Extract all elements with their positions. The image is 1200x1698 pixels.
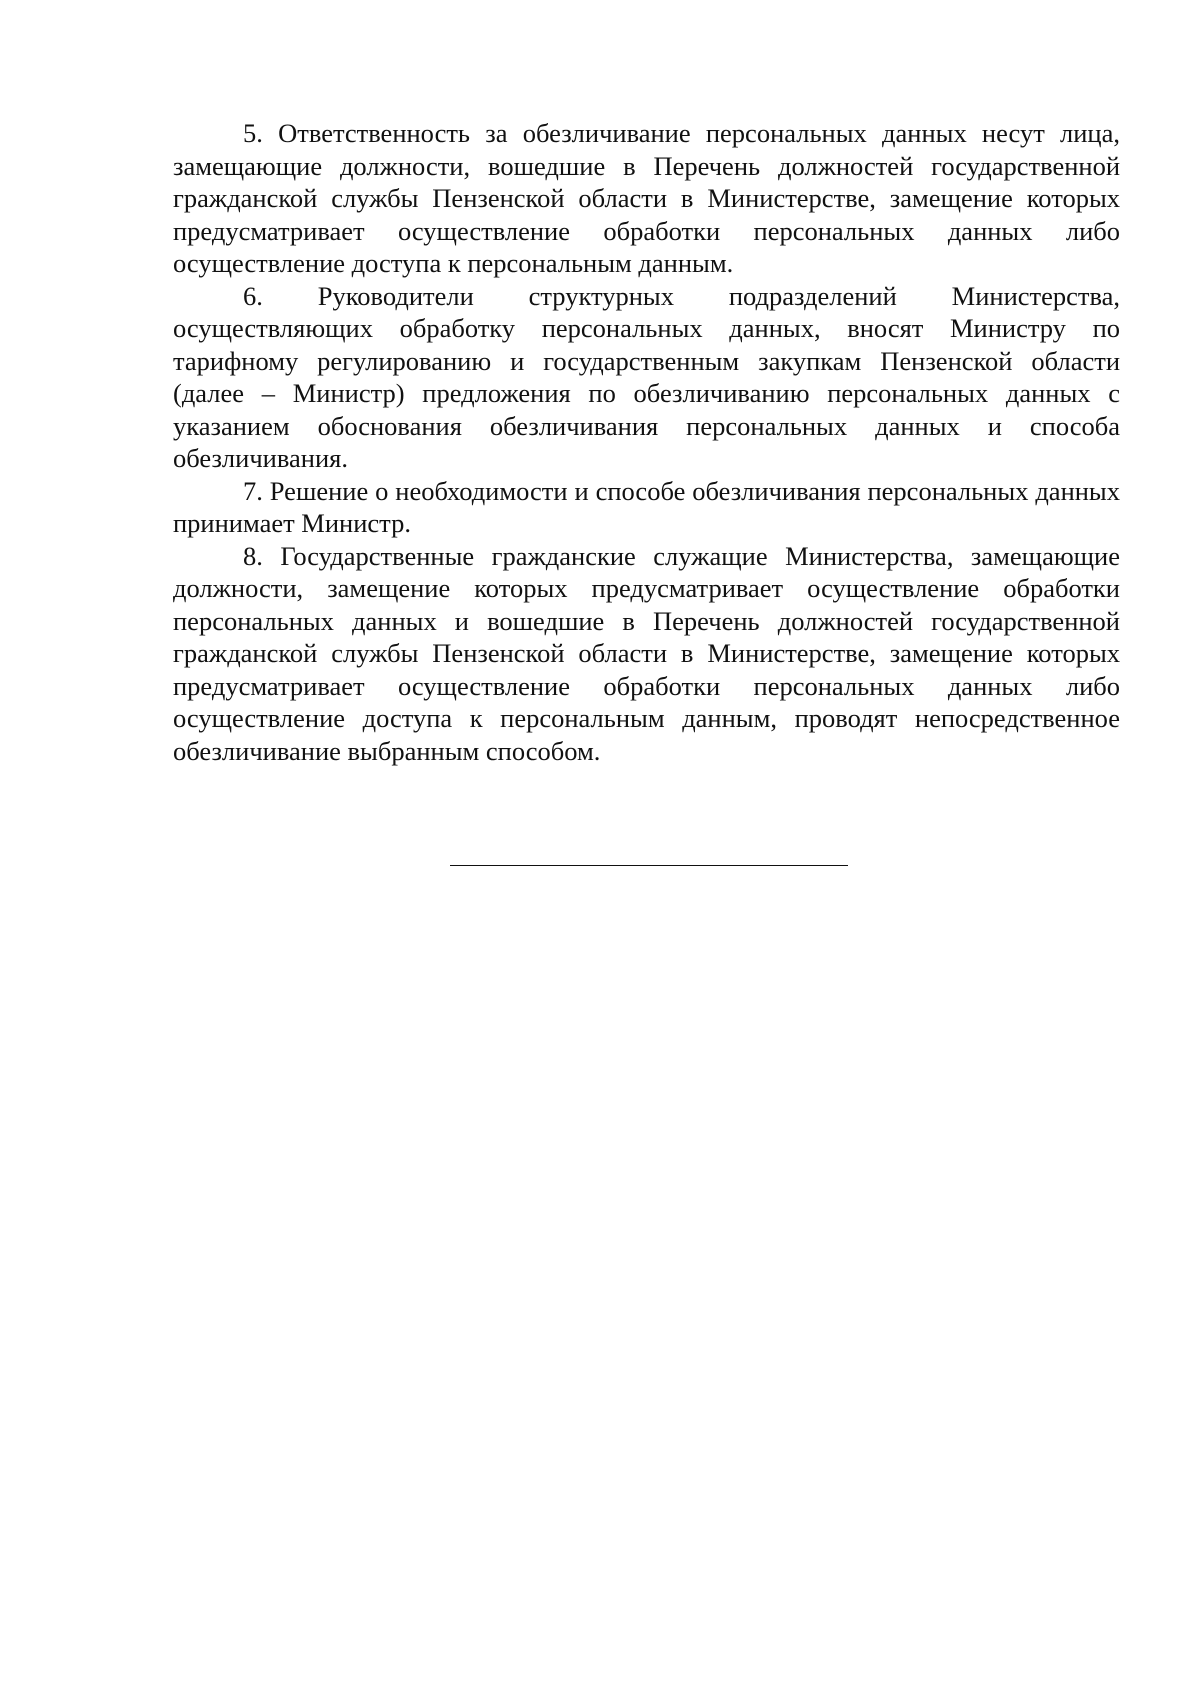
paragraph-5: 5. Ответственность за обезличивание персональных данных несут лица, замещающие должности, вошедшие в Перечень должностей государственной гражданской службы Пензенской области в Министерстве, замещение которых предусматривает осуществление обработки персональных данных либо осуществление доступа к персональным данным.	[173, 118, 1120, 278]
paragraph-8: 8. Государственные гражданские служащие Министерства, замещающие должности, замещение которых предусматривает осуществление обработки персональных данных и вошедшие в Перечень должностей государственной гражданской службы Пензенской области в Министерстве, замещение которых предусматривает осуществление обработки персональных данных либо осуществление доступа к персональным данным, проводят непосредственное обезличивание выбранным способом.	[173, 540, 1120, 766]
paragraph-7: 7. Решение о необходимости и способе обезличивания персональных данных принимает Министр.	[173, 475, 1120, 538]
paragraph-6: 6. Руководители структурных подразделений Министерства, осуществляющих обработку персональных данных, вносят Министру по тарифному регулированию и государственным закупкам Пензенской области (далее – Министр) предложения по обезличиванию персональных данных с указанием обоснования обезличивания персональных данных и способа обезличивания.	[173, 280, 1120, 473]
document-body	[173, 117, 1120, 767]
end-separator-line	[450, 865, 848, 866]
